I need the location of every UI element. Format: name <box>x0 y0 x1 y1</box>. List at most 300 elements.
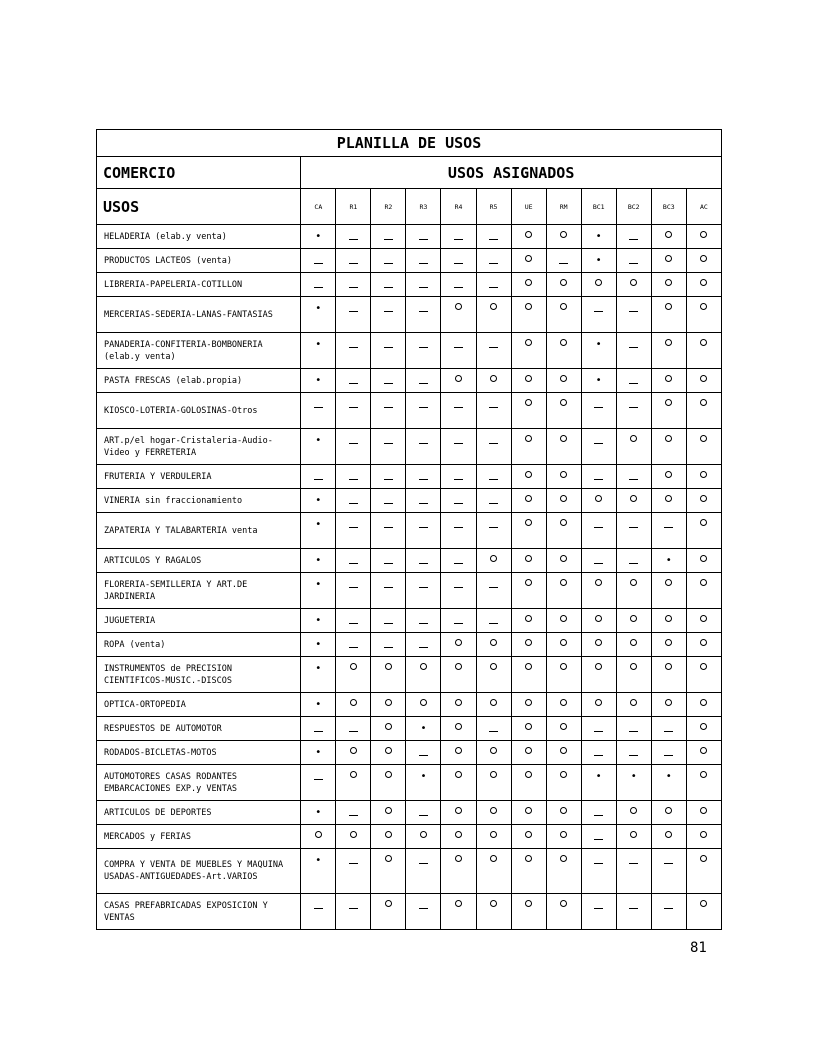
circle-mark <box>665 279 672 286</box>
mark-cell-r4 <box>441 633 476 657</box>
mark-cell-r1 <box>336 333 371 369</box>
dash-mark <box>384 263 393 264</box>
circle-mark <box>665 303 672 310</box>
circle-mark <box>525 663 532 670</box>
mark-cell-r1 <box>336 717 371 741</box>
circle-mark <box>385 807 392 814</box>
mark-cell-bc2 <box>616 801 651 825</box>
mark-cell-r5 <box>476 765 511 801</box>
dash-mark <box>419 239 428 240</box>
dash-mark <box>629 731 638 732</box>
row-label: VINERIA sin fraccionamiento <box>97 489 301 513</box>
mark-cell-bc2 <box>616 273 651 297</box>
mark-cell-bc1 <box>581 894 616 930</box>
mark-cell-ca <box>301 825 336 849</box>
bullet-mark: • <box>315 855 322 866</box>
circle-mark <box>525 519 532 526</box>
mark-cell-bc1 <box>581 573 616 609</box>
dash-mark <box>419 347 428 348</box>
dash-mark <box>384 527 393 528</box>
circle-mark <box>455 747 462 754</box>
mark-cell-r4 <box>441 549 476 573</box>
mark-cell-bc1 <box>581 297 616 333</box>
dash-mark <box>314 779 323 780</box>
dash-mark <box>594 479 603 480</box>
circle-mark <box>385 663 392 670</box>
circle-mark <box>700 495 707 502</box>
mark-cell-bc1 <box>581 825 616 849</box>
mark-cell-bc1 <box>581 273 616 297</box>
mark-cell-bc1 <box>581 393 616 429</box>
mark-cell-r5 <box>476 741 511 765</box>
mark-cell-r5 <box>476 273 511 297</box>
dash-mark <box>629 383 638 384</box>
mark-cell-bc2 <box>616 489 651 513</box>
mark-cell-ue <box>511 573 546 609</box>
dash-mark <box>384 383 393 384</box>
mark-cell-ca <box>301 849 336 894</box>
mark-cell-r4 <box>441 249 476 273</box>
dash-mark <box>419 479 428 480</box>
dash-mark <box>419 908 428 909</box>
mark-cell-r2 <box>371 333 406 369</box>
mark-cell-ue <box>511 894 546 930</box>
dash-mark <box>349 503 358 504</box>
dash-mark <box>629 239 638 240</box>
bullet-mark: • <box>315 579 322 590</box>
dash-mark <box>349 443 358 444</box>
mark-cell-bc3 <box>651 225 686 249</box>
circle-mark <box>630 699 637 706</box>
mark-cell-r2 <box>371 369 406 393</box>
circle-mark <box>525 855 532 862</box>
mark-cell-rm <box>546 465 581 489</box>
dash-mark <box>594 731 603 732</box>
mark-cell-ue <box>511 513 546 549</box>
mark-cell-ca <box>301 465 336 489</box>
section-row <box>97 157 722 189</box>
circle-mark <box>630 831 637 838</box>
mark-cell-r3 <box>406 249 441 273</box>
column-header-bc3: BC3 <box>651 189 686 225</box>
table-row <box>97 297 722 333</box>
row-label: ZAPATERIA Y TALABARTERIA venta <box>97 513 301 549</box>
mark-cell-bc1 <box>581 429 616 465</box>
mark-cell-r4 <box>441 894 476 930</box>
dash-mark <box>384 479 393 480</box>
mark-cell-rm <box>546 573 581 609</box>
mark-cell-bc3 <box>651 513 686 549</box>
circle-mark <box>700 831 707 838</box>
mark-cell-r3 <box>406 225 441 249</box>
mark-cell-ac <box>686 801 721 825</box>
dash-mark <box>349 311 358 312</box>
dash-mark <box>454 479 463 480</box>
mark-cell-bc2 <box>616 825 651 849</box>
mark-cell-r4 <box>441 225 476 249</box>
mark-cell-r5 <box>476 894 511 930</box>
mark-cell-r2 <box>371 849 406 894</box>
circle-mark <box>385 723 392 730</box>
dash-mark <box>454 263 463 264</box>
mark-cell-ac <box>686 333 721 369</box>
bullet-mark: • <box>315 615 322 626</box>
dash-mark <box>629 263 638 264</box>
mark-cell-r1 <box>336 549 371 573</box>
row-label: FRUTERIA Y VERDULERIA <box>97 465 301 489</box>
circle-mark <box>665 495 672 502</box>
circle-mark <box>525 615 532 622</box>
mark-cell-ac <box>686 717 721 741</box>
mark-cell-r3 <box>406 297 441 333</box>
mark-cell-bc3 <box>651 825 686 849</box>
circle-mark <box>560 435 567 442</box>
row-label: PANADERIA-CONFITERIA-BOMBONERIA (elab.y venta) <box>97 333 301 369</box>
dash-mark <box>419 563 428 564</box>
circle-mark <box>595 579 602 586</box>
mark-cell-bc2 <box>616 513 651 549</box>
circle-mark <box>490 639 497 646</box>
row-label: FLORERIA-SEMILLERIA Y ART.DE JARDINERIA <box>97 573 301 609</box>
mark-cell-bc3 <box>651 765 686 801</box>
circle-mark <box>525 375 532 382</box>
circle-mark <box>560 399 567 406</box>
circle-mark <box>700 807 707 814</box>
mark-cell-r4 <box>441 393 476 429</box>
dash-mark <box>384 443 393 444</box>
mark-cell-r4 <box>441 741 476 765</box>
mark-cell-ue <box>511 657 546 693</box>
dash-mark <box>664 863 673 864</box>
mark-cell-ca <box>301 741 336 765</box>
circle-mark <box>665 399 672 406</box>
mark-cell-ue <box>511 297 546 333</box>
mark-cell-ac <box>686 369 721 393</box>
mark-cell-r5 <box>476 609 511 633</box>
bullet-mark: • <box>315 639 322 650</box>
mark-cell-ac <box>686 273 721 297</box>
mark-cell-ue <box>511 765 546 801</box>
mark-cell-ac <box>686 609 721 633</box>
mark-cell-bc1 <box>581 225 616 249</box>
circle-mark <box>525 339 532 346</box>
row-label: ARTICULOS Y RAGALOS <box>97 549 301 573</box>
mark-cell-ue <box>511 465 546 489</box>
circle-mark <box>490 375 497 382</box>
mark-cell-bc2 <box>616 657 651 693</box>
mark-cell-bc2 <box>616 609 651 633</box>
dash-mark <box>489 503 498 504</box>
table-row <box>97 573 722 609</box>
mark-cell-r2 <box>371 801 406 825</box>
bullet-mark: • <box>595 771 602 782</box>
dash-mark <box>349 479 358 480</box>
mark-cell-rm <box>546 513 581 549</box>
mark-cell-bc2 <box>616 297 651 333</box>
mark-cell-r5 <box>476 573 511 609</box>
mark-cell-r3 <box>406 765 441 801</box>
mark-cell-r5 <box>476 825 511 849</box>
circle-mark <box>525 255 532 262</box>
dash-mark <box>489 587 498 588</box>
circle-mark <box>455 831 462 838</box>
table-row <box>97 369 722 393</box>
dash-mark <box>349 263 358 264</box>
mark-cell-bc2 <box>616 225 651 249</box>
dash-mark <box>664 908 673 909</box>
mark-cell-r1 <box>336 825 371 849</box>
bullet-mark: • <box>665 555 672 566</box>
circle-mark <box>700 375 707 382</box>
circle-mark <box>420 663 427 670</box>
bullet-mark: • <box>630 771 637 782</box>
mark-cell-r3 <box>406 273 441 297</box>
mark-cell-bc2 <box>616 393 651 429</box>
mark-cell-ue <box>511 249 546 273</box>
bullet-mark: • <box>315 747 322 758</box>
mark-cell-ac <box>686 489 721 513</box>
mark-cell-ca <box>301 657 336 693</box>
mark-cell-r5 <box>476 657 511 693</box>
mark-cell-r2 <box>371 717 406 741</box>
circle-mark <box>630 663 637 670</box>
mark-cell-rm <box>546 549 581 573</box>
mark-cell-ca <box>301 693 336 717</box>
circle-mark <box>455 639 462 646</box>
mark-cell-bc2 <box>616 573 651 609</box>
mark-cell-bc3 <box>651 573 686 609</box>
mark-cell-r2 <box>371 825 406 849</box>
mark-cell-rm <box>546 657 581 693</box>
dash-mark <box>629 347 638 348</box>
table-row <box>97 657 722 693</box>
circle-mark <box>490 699 497 706</box>
mark-cell-ca <box>301 297 336 333</box>
mark-cell-r5 <box>476 513 511 549</box>
circle-mark <box>630 615 637 622</box>
mark-cell-r1 <box>336 849 371 894</box>
mark-cell-rm <box>546 369 581 393</box>
mark-cell-r4 <box>441 573 476 609</box>
mark-cell-ca <box>301 549 336 573</box>
dash-mark <box>349 383 358 384</box>
circle-mark <box>700 255 707 262</box>
bullet-mark: • <box>315 435 322 446</box>
mark-cell-r4 <box>441 801 476 825</box>
dash-mark <box>349 527 358 528</box>
circle-mark <box>350 699 357 706</box>
mark-cell-bc2 <box>616 465 651 489</box>
table-row <box>97 225 722 249</box>
circle-mark <box>455 900 462 907</box>
circle-mark <box>455 855 462 862</box>
mark-cell-r1 <box>336 225 371 249</box>
circle-mark <box>525 555 532 562</box>
circle-mark <box>560 663 567 670</box>
mark-cell-bc2 <box>616 849 651 894</box>
mark-cell-bc1 <box>581 609 616 633</box>
dash-mark <box>349 623 358 624</box>
circle-mark <box>490 747 497 754</box>
dash-mark <box>454 623 463 624</box>
mark-cell-ac <box>686 894 721 930</box>
mark-cell-bc3 <box>651 273 686 297</box>
mark-cell-ca <box>301 633 336 657</box>
circle-mark <box>665 615 672 622</box>
dash-mark <box>629 863 638 864</box>
mark-cell-bc2 <box>616 741 651 765</box>
dash-mark <box>594 755 603 756</box>
circle-mark <box>525 435 532 442</box>
circle-mark <box>560 900 567 907</box>
mark-cell-ac <box>686 765 721 801</box>
column-header-ac: AC <box>686 189 721 225</box>
circle-mark <box>595 663 602 670</box>
dash-mark <box>489 239 498 240</box>
mark-cell-r1 <box>336 429 371 465</box>
column-header-bc1: BC1 <box>581 189 616 225</box>
circle-mark <box>525 723 532 730</box>
circle-mark <box>700 615 707 622</box>
table-row <box>97 393 722 429</box>
mark-cell-ca <box>301 333 336 369</box>
circle-mark <box>525 771 532 778</box>
mark-cell-bc2 <box>616 333 651 369</box>
circle-mark <box>315 831 322 838</box>
circle-mark <box>700 519 707 526</box>
mark-cell-rm <box>546 633 581 657</box>
mark-cell-rm <box>546 333 581 369</box>
mark-cell-r5 <box>476 717 511 741</box>
mark-cell-r3 <box>406 429 441 465</box>
circle-mark <box>665 255 672 262</box>
circle-mark <box>455 771 462 778</box>
dash-mark <box>314 479 323 480</box>
mark-cell-ac <box>686 825 721 849</box>
mark-cell-r5 <box>476 369 511 393</box>
mark-cell-r4 <box>441 849 476 894</box>
circle-mark <box>560 555 567 562</box>
mark-cell-r1 <box>336 693 371 717</box>
table-row <box>97 333 722 369</box>
mark-cell-r1 <box>336 273 371 297</box>
dash-mark <box>419 755 428 756</box>
mark-cell-bc1 <box>581 717 616 741</box>
mark-cell-r2 <box>371 489 406 513</box>
mark-cell-r4 <box>441 489 476 513</box>
dash-mark <box>629 479 638 480</box>
mark-cell-r5 <box>476 393 511 429</box>
dash-mark <box>454 587 463 588</box>
dash-mark <box>314 908 323 909</box>
dash-mark <box>489 623 498 624</box>
table-row <box>97 693 722 717</box>
circle-mark <box>560 279 567 286</box>
bullet-mark: • <box>315 663 322 674</box>
mark-cell-ue <box>511 225 546 249</box>
mark-cell-r2 <box>371 573 406 609</box>
circle-mark <box>700 399 707 406</box>
bullet-mark: • <box>315 555 322 566</box>
dash-mark <box>594 815 603 816</box>
dash-mark <box>454 443 463 444</box>
dash-mark <box>629 407 638 408</box>
mark-cell-r3 <box>406 801 441 825</box>
table-row <box>97 249 722 273</box>
mark-cell-r1 <box>336 765 371 801</box>
mark-cell-ue <box>511 429 546 465</box>
dash-mark <box>594 407 603 408</box>
dash-mark <box>454 527 463 528</box>
mark-cell-ue <box>511 489 546 513</box>
mark-cell-r3 <box>406 825 441 849</box>
circle-mark <box>525 639 532 646</box>
mark-cell-r1 <box>336 801 371 825</box>
mark-cell-ac <box>686 297 721 333</box>
column-header-r3: R3 <box>406 189 441 225</box>
circle-mark <box>350 771 357 778</box>
circle-mark <box>455 807 462 814</box>
dash-mark <box>419 263 428 264</box>
circle-mark <box>385 747 392 754</box>
dash-mark <box>419 863 428 864</box>
circle-mark <box>525 495 532 502</box>
circle-mark <box>525 831 532 838</box>
mark-cell-ca <box>301 573 336 609</box>
mark-cell-r5 <box>476 549 511 573</box>
table-row <box>97 609 722 633</box>
table-row <box>97 717 722 741</box>
table-row <box>97 273 722 297</box>
circle-mark <box>560 375 567 382</box>
mark-cell-r2 <box>371 633 406 657</box>
circle-mark <box>700 663 707 670</box>
mark-cell-bc1 <box>581 249 616 273</box>
row-label: AUTOMOTORES CASAS RODANTES EMBARCACIONES EXP.y VENTAS <box>97 765 301 801</box>
mark-cell-ue <box>511 549 546 573</box>
mark-cell-bc1 <box>581 693 616 717</box>
circle-mark <box>700 555 707 562</box>
mark-cell-ue <box>511 825 546 849</box>
mark-cell-bc1 <box>581 849 616 894</box>
mark-cell-bc2 <box>616 717 651 741</box>
mark-cell-r3 <box>406 693 441 717</box>
mark-cell-r3 <box>406 513 441 549</box>
dash-mark <box>419 623 428 624</box>
circle-mark <box>665 435 672 442</box>
mark-cell-r1 <box>336 741 371 765</box>
mark-cell-r2 <box>371 549 406 573</box>
mark-cell-r2 <box>371 465 406 489</box>
dash-mark <box>489 347 498 348</box>
mark-cell-ac <box>686 657 721 693</box>
mark-cell-ue <box>511 717 546 741</box>
mark-cell-rm <box>546 693 581 717</box>
table-row <box>97 801 722 825</box>
mark-cell-bc3 <box>651 741 686 765</box>
mark-cell-rm <box>546 429 581 465</box>
circle-mark <box>385 855 392 862</box>
dash-mark <box>629 527 638 528</box>
page-number: 81 <box>690 940 707 956</box>
mark-cell-r4 <box>441 465 476 489</box>
circle-mark <box>350 831 357 838</box>
mark-cell-ca <box>301 225 336 249</box>
mark-cell-r5 <box>476 465 511 489</box>
column-header-r4: R4 <box>441 189 476 225</box>
mark-cell-ue <box>511 273 546 297</box>
dash-mark <box>419 287 428 288</box>
